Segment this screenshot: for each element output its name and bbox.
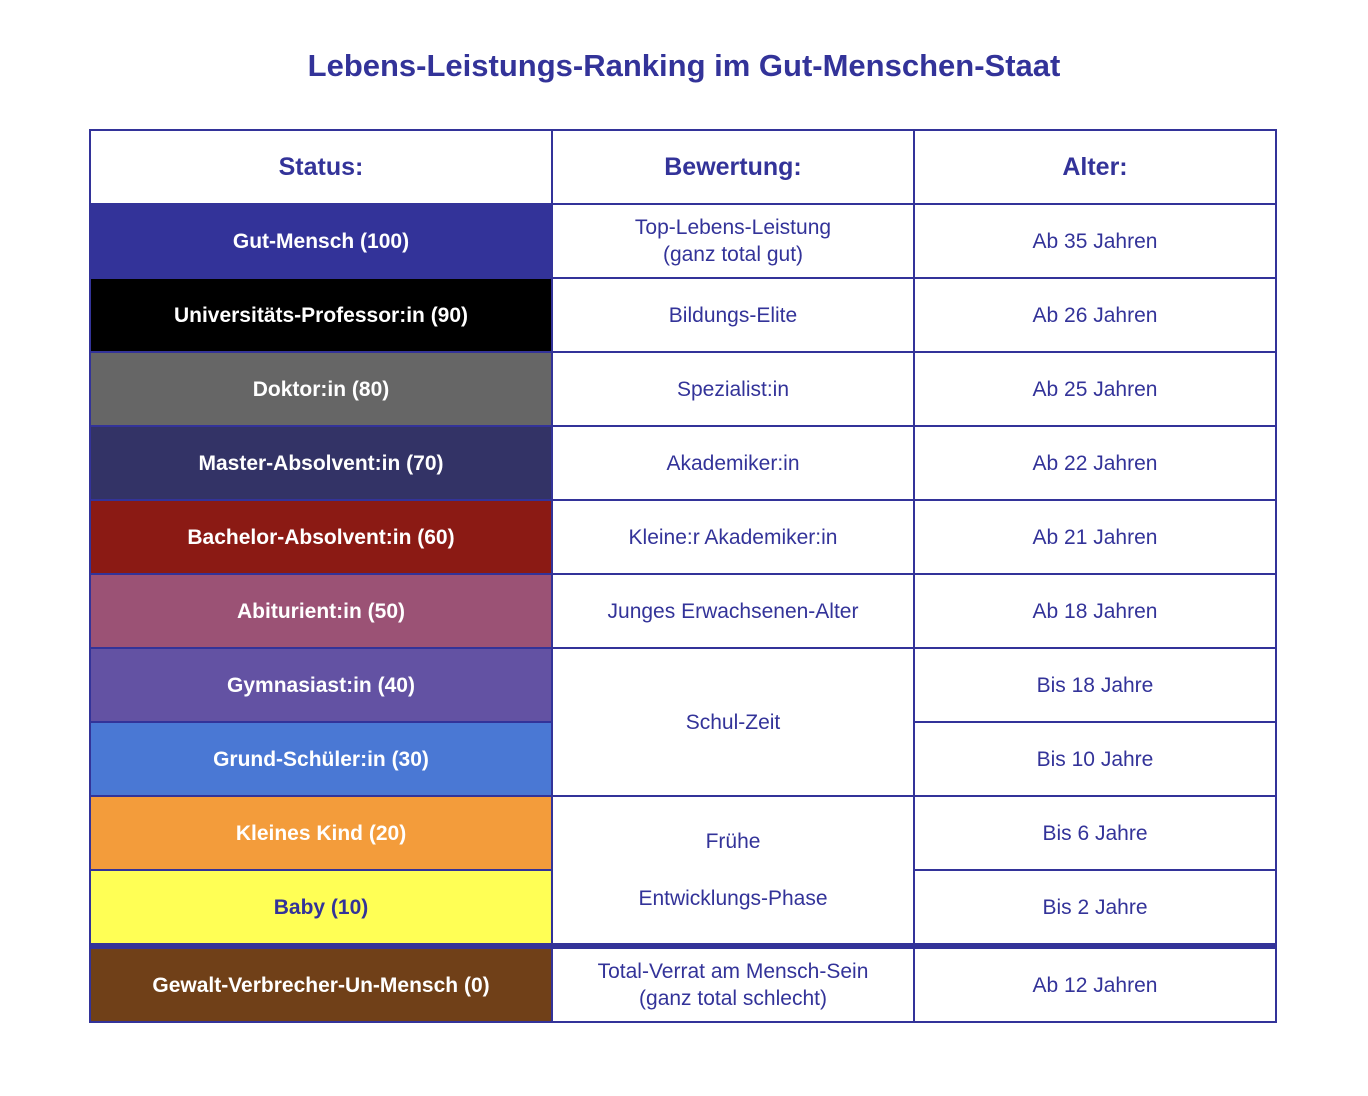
status-cell: Abiturient:in (50) [90, 574, 552, 648]
status-cell: Baby (10) [90, 870, 552, 946]
status-cell: Bachelor-Absolvent:in (60) [90, 500, 552, 574]
page-title: Lebens-Leistungs-Ranking im Gut-Menschen-Staat [307, 48, 1061, 83]
alter-cell: Bis 6 Jahre [914, 796, 1276, 870]
bewertung-cell-schulzeit: Schul-Zeit [552, 648, 914, 796]
bewertung-cell: Total-Verrat am Mensch-Sein (ganz total schlecht) [552, 946, 914, 1022]
table-header-row [90, 130, 1276, 204]
table-row [90, 648, 1276, 722]
table-row [90, 278, 1276, 352]
status-cell: Gut-Mensch (100) [90, 204, 552, 278]
bewertung-cell: Spezialist:in [552, 352, 914, 426]
alter-cell: Bis 2 Jahre [914, 870, 1276, 946]
alter-cell: Ab 18 Jahren [914, 574, 1276, 648]
table-row [90, 204, 1276, 278]
bewertung-cell-fruehe-entwicklung: Frühe Entwicklungs-Phase [552, 796, 914, 946]
status-cell: Gewalt-Verbrecher-Un-Mensch (0) [90, 946, 552, 1022]
status-cell: Doktor:in (80) [90, 352, 552, 426]
alter-cell: Bis 18 Jahre [914, 648, 1276, 722]
alter-cell: Ab 12 Jahren [914, 946, 1276, 1022]
table-row-separated [90, 946, 1276, 1022]
header-status: Status: [90, 130, 552, 204]
table-row [90, 426, 1276, 500]
status-cell: Kleines Kind (20) [90, 796, 552, 870]
status-cell: Universitäts-Professor:in (90) [90, 278, 552, 352]
header-bewertung: Bewertung: [552, 130, 914, 204]
table-row [90, 500, 1276, 574]
alter-cell: Ab 21 Jahren [914, 500, 1276, 574]
status-cell: Gymnasiast:in (40) [90, 648, 552, 722]
table-row [90, 796, 1276, 870]
bewertung-cell: Akademiker:in [552, 426, 914, 500]
bewertung-cell: Kleine:r Akademiker:in [552, 500, 914, 574]
bewertung-cell: Junges Erwachsenen-Alter [552, 574, 914, 648]
table-row [90, 352, 1276, 426]
alter-cell: Ab 25 Jahren [914, 352, 1276, 426]
alter-cell: Ab 26 Jahren [914, 278, 1276, 352]
status-cell: Grund-Schüler:in (30) [90, 722, 552, 796]
status-cell: Master-Absolvent:in (70) [90, 426, 552, 500]
ranking-table [89, 129, 1277, 1023]
bewertung-cell: Bildungs-Elite [552, 278, 914, 352]
alter-cell: Ab 35 Jahren [914, 204, 1276, 278]
alter-cell: Ab 22 Jahren [914, 426, 1276, 500]
header-alter: Alter: [914, 130, 1276, 204]
alter-cell: Bis 10 Jahre [914, 722, 1276, 796]
bewertung-cell: Top-Lebens-Leistung (ganz total gut) [552, 204, 914, 278]
table-row [90, 574, 1276, 648]
